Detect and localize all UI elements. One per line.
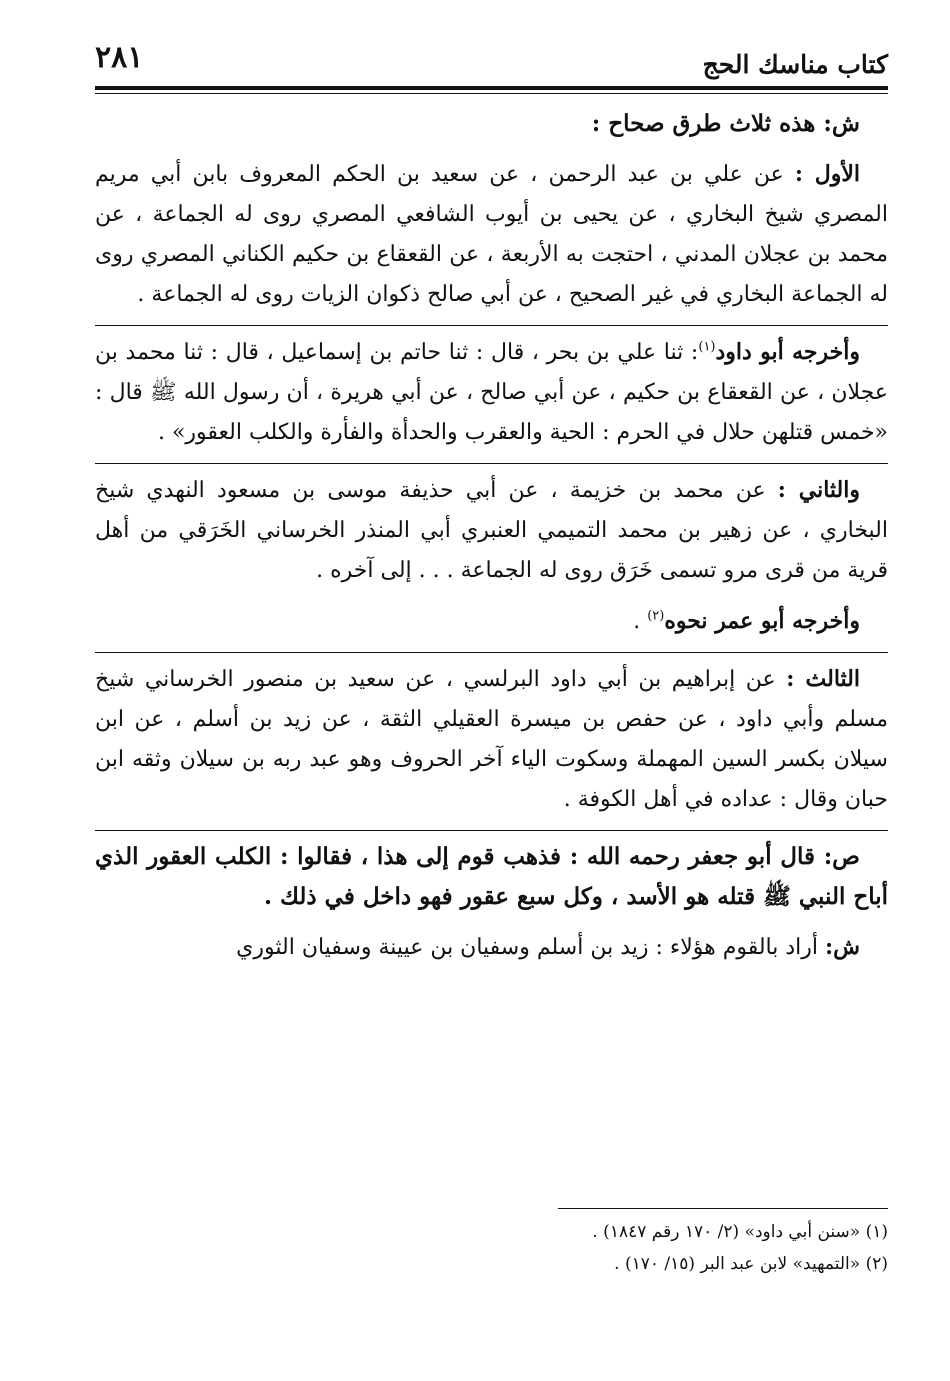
paragraph-text: أراد بالقوم هؤلاء : زيد بن أسلم وسفيان بن عيينة وسفيان الثوري bbox=[236, 935, 826, 960]
paragraph-text: عن إبراهيم بن أبي داود البرلسي ، عن سعيد بن منصور الخرساني شيخ مسلم وأبي داود ، عن حفص بن ميسرة العقيلي الثقة ، عن زيد بن أسلم ، عن ابن سيلان بكسر السين المهملة وسكوت الياء آخر الحروف وهو عبد ربه بن سيلان وثقه ابن حبان وقال : عداده في أهل الكوفة . bbox=[95, 667, 888, 812]
paragraph-divider bbox=[95, 325, 888, 326]
paragraph-first-route bbox=[95, 154, 888, 315]
paragraph-lead: وأخرجه أبو داود bbox=[715, 339, 860, 365]
header-rule-thin bbox=[95, 93, 888, 94]
footnote-2: (٢) «التمهيد» لابن عبد البر (١٥/ ١٧٠) . bbox=[614, 1254, 888, 1274]
paragraph-divider bbox=[95, 830, 888, 831]
paragraph-third-route bbox=[95, 659, 888, 820]
paragraph-lead: وأخرجه أبو عمر نحوه bbox=[664, 608, 860, 634]
main-text bbox=[95, 104, 888, 978]
section-heading: ش: هذه ثلاث طرق صحاح : bbox=[591, 110, 860, 137]
paragraph-commentary bbox=[95, 927, 888, 968]
paragraph-text: عن محمد بن خزيمة ، عن أبي حذيفة موسى بن مسعود النهدي شيخ البخاري ، عن زهير بن محمد التميمي العنبري أبي المنذر الخرساني الخَرَقي من أهل قرية من قرى مرو تسمى خَرَق روى له الجماعة . . . إلى آخره . bbox=[95, 478, 888, 583]
paragraph-text: . bbox=[633, 609, 648, 634]
footnote-ref: (٢) bbox=[647, 608, 665, 624]
paragraph-lead: الثالث : bbox=[786, 666, 860, 692]
header-rule-thick bbox=[95, 86, 888, 90]
page-header bbox=[95, 28, 888, 88]
paragraph-lead: والثاني : bbox=[777, 477, 860, 503]
paragraph-text: : ثنا علي بن بحر ، قال : ثنا حاتم بن إسماعيل ، قال : ثنا محمد بن عجلان ، عن القعقاع بن حكيم ، عن أبي صالح ، عن أبي هريرة ، أن رسول الله ﷺ قال : «خمس قتلهن حلال في الحرم : الحية والعقرب والحدأة والفأرة والكلب العقور» . bbox=[95, 340, 888, 445]
paragraph-divider bbox=[95, 463, 888, 464]
paragraph-abu-dawud bbox=[95, 332, 888, 453]
paragraph-divider bbox=[95, 652, 888, 653]
footnote-rule bbox=[558, 1208, 888, 1209]
paragraph-text: عن علي بن عبد الرحمن ، عن سعيد بن الحكم المعروف بابن أبي مريم المصري شيخ البخاري ، عن يحيى بن أيوب الشافعي المصري روى له الجماعة ، عن محمد بن عجلان المدني ، احتجت به الأربعة ، عن القعقاع بن حكيم الكناني المصري روى له الجماعة البخاري في غير الصحيح ، عن أبي صالح ذكوان الزيات روى له الجماعة . bbox=[95, 162, 888, 307]
footnote-ref: (١) bbox=[698, 339, 716, 355]
running-title: كتاب مناسك الحج bbox=[702, 50, 888, 79]
paragraph-lead: ش: bbox=[825, 934, 860, 960]
paragraph-matn: ص: قال أبو جعفر رحمه الله : فذهب قوم إلى هذا ، فقالوا : الكلب العقور الذي أباح النبي ﷺ قتله هو الأسد ، وكل سبع عقور فهو داخل في ذلك . bbox=[95, 843, 888, 910]
footnote-1: (١) «سنن أبي داود» (٢/ ١٧٠ رقم ١٨٤٧) . bbox=[592, 1222, 888, 1242]
footnotes bbox=[95, 1218, 888, 1282]
paragraph-lead: الأول : bbox=[794, 161, 860, 187]
paragraph-abu-umar bbox=[95, 601, 888, 642]
paragraph-second-route bbox=[95, 470, 888, 591]
page-number: ٢٨١ bbox=[95, 40, 144, 75]
